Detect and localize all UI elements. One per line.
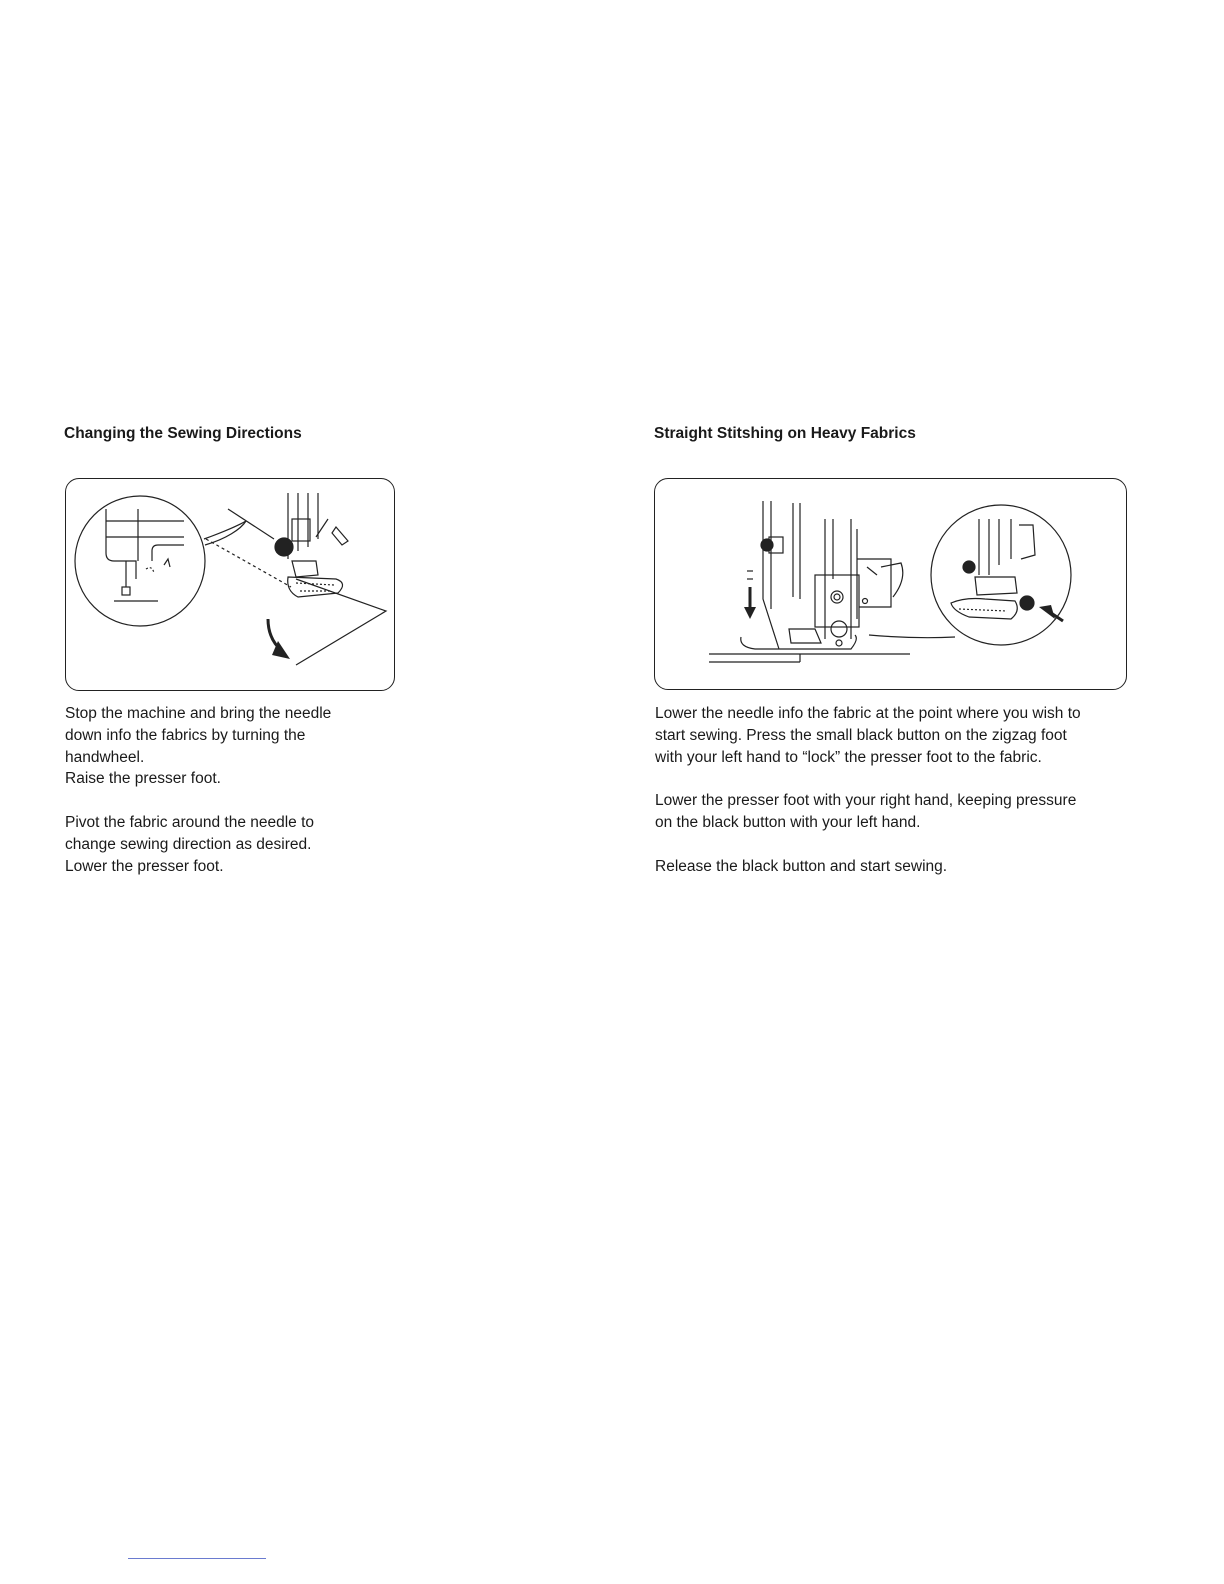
footer-rule <box>128 1558 266 1559</box>
section-heavy-fabrics <box>654 424 1134 875</box>
instruction-line: Stop the machine and bring the needle <box>65 705 332 722</box>
zigzag-foot-figure <box>654 478 1127 690</box>
section-heading: Straight Stitshing on Heavy Fabrics <box>654 425 916 442</box>
instruction-line: change sewing direction as desired. <box>65 835 312 853</box>
right-instructions <box>655 703 1081 877</box>
instruction-line: handwheel. <box>65 748 145 766</box>
instruction-line: Lower the needle info the fabric at the point where you wish to <box>655 705 1081 722</box>
section-heading: Changing the Sewing Directions <box>64 425 302 442</box>
instruction-line: Lower the presser foot with your right hand, keeping pressure <box>655 792 1077 810</box>
instruction-line: with your left hand to “lock” the presser foot to the fabric. <box>655 748 1042 766</box>
instruction-line: Raise the presser foot. <box>65 770 221 788</box>
left-instructions <box>65 703 331 877</box>
instruction-line: down info the fabrics by turning the <box>65 726 306 744</box>
instruction-line: Release the black button and start sewing. <box>655 857 948 875</box>
instruction-line: on the black button with your left hand. <box>655 813 921 831</box>
instruction-line: Lower the presser foot. <box>65 857 224 875</box>
instruction-line: start sewing. Press the small black button on the zigzag foot <box>655 726 1067 744</box>
section-changing-directions <box>64 424 404 875</box>
pivot-fabric-illustration-icon <box>66 479 394 690</box>
zigzag-foot-lock-illustration-icon <box>655 479 1126 689</box>
pivot-fabric-figure <box>65 478 395 691</box>
instruction-line: Pivot the fabric around the needle to <box>65 813 315 831</box>
